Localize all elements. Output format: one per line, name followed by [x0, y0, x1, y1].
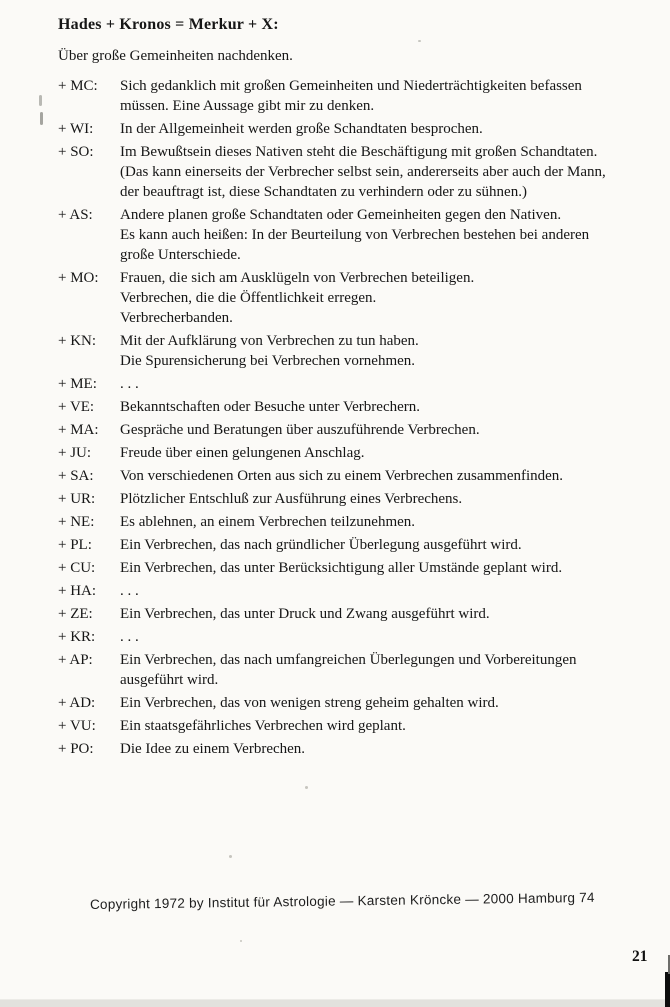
scan-speckle — [229, 855, 232, 858]
entry-label: + AD: — [58, 695, 96, 711]
entry-line: Verbrecherbanden. — [120, 310, 233, 326]
entry-line: Von verschiedenen Orten aus sich zu einem Verbrechen zusammenfinden. — [120, 468, 564, 484]
entry-line: Mit der Aufklärung von Verbrechen zu tun haben. — [120, 333, 419, 349]
entry-row — [58, 489, 660, 509]
scan-speckle — [240, 940, 242, 942]
entry-line: Ein Verbrechen, das von wenigen streng geheim gehalten wird. — [120, 695, 499, 711]
entry-label: + NE: — [58, 514, 95, 530]
entry-label: + SO: — [58, 144, 94, 160]
entry-row — [58, 205, 660, 265]
entry-row — [58, 268, 660, 328]
entry-line: Ein staatsgefährliches Verbrechen wird geplant. — [120, 718, 406, 734]
entry-line: große Unterschiede. — [120, 247, 241, 263]
entry-line: Plötzlicher Entschluß zur Ausführung eines Verbrechens. — [120, 491, 463, 507]
entry-line: Im Bewußtsein dieses Nativen steht die Beschäftigung mit großen Schandtaten. — [120, 144, 598, 160]
entry-row — [58, 331, 660, 371]
entry-text — [120, 489, 462, 509]
entry-line: Verbrechen, die die Öffentlichkeit erregen. — [120, 290, 377, 306]
entry-line: Ein Verbrechen, das unter Berücksichtigung aller Umstände geplant wird. — [120, 560, 563, 576]
entry-label: + KN: — [58, 333, 97, 349]
entry-text — [120, 693, 499, 713]
entry-text — [120, 331, 419, 371]
entry-text — [120, 420, 480, 440]
entry-row — [58, 443, 660, 463]
entry-text — [120, 716, 406, 736]
entry-line: Frauen, die sich am Ausklügeln von Verbrechen beteiligen. — [120, 270, 475, 286]
page-content — [58, 14, 660, 762]
entry-text — [120, 142, 606, 202]
copyright-footer: Copyright 1972 by Institut für Astrologie — Karsten Kröncke — 2000 Hamburg 74 — [89, 889, 595, 912]
scan-edge-strip — [0, 999, 670, 1007]
entry-label: + ZE: — [58, 606, 93, 622]
entry-label: + VE: — [58, 399, 95, 415]
entry-row — [58, 716, 660, 736]
entry-line: In der Allgemeinheit werden große Schandtaten besprochen. — [120, 121, 483, 137]
entry-row — [58, 604, 660, 624]
entry-row — [58, 420, 660, 440]
scan-artifact-left-mark — [40, 112, 43, 125]
entry-text — [120, 466, 563, 486]
entry-label: + MO: — [58, 270, 99, 286]
entry-row — [58, 627, 660, 647]
scan-artifact-corner-bar — [665, 972, 670, 1007]
entry-line: Bekanntschaften oder Besuche unter Verbrechern. — [120, 399, 421, 415]
entry-row — [58, 76, 660, 116]
entry-text — [120, 374, 139, 394]
entry-text — [120, 512, 415, 532]
entry-line: Ein Verbrechen, das nach umfangreichen Überlegungen und Vorbereitungen — [120, 652, 577, 668]
entry-line: Ein Verbrechen, das unter Druck und Zwang ausgeführt wird. — [120, 606, 490, 622]
entry-line: müssen. Eine Aussage gibt mir zu denken. — [120, 98, 375, 114]
entry-line: ausgeführt wird. — [120, 672, 219, 688]
entry-line: Sich gedanklich mit großen Gemeinheiten und Niederträchtigkeiten befassen — [120, 78, 582, 94]
entry-line: Die Spurensicherung bei Verbrechen vornehmen. — [120, 353, 416, 369]
entry-label: + HA: — [58, 583, 97, 599]
entry-row — [58, 142, 660, 202]
entry-row — [58, 535, 660, 555]
scan-artifact-left-mark — [39, 95, 42, 106]
entry-text — [120, 535, 522, 555]
intro-line: Über große Gemeinheiten nachdenken. — [58, 48, 293, 64]
entry-label: + AP: — [58, 652, 93, 668]
entry-row — [58, 119, 660, 139]
entry-line: Es kann auch heißen: In der Beurteilung von Verbrechen bestehen bei anderen — [120, 227, 590, 243]
entry-label: + JU: — [58, 445, 92, 461]
entry-text — [120, 604, 490, 624]
scan-speckle — [418, 40, 421, 42]
entry-row — [58, 739, 660, 759]
entry-label: + KR: — [58, 629, 96, 645]
entry-label: + CU: — [58, 560, 96, 576]
entry-line: (Das kann einerseits der Verbrecher selbst sein, andererseits aber auch der Mann, — [120, 164, 606, 180]
entry-label: + UR: — [58, 491, 96, 507]
entry-text — [120, 205, 589, 265]
entry-text — [120, 397, 420, 417]
entry-label: + VU: — [58, 718, 96, 734]
entry-label: + PL: — [58, 537, 92, 553]
entry-line: . . . — [120, 583, 139, 599]
entry-text — [120, 268, 474, 328]
entry-text — [120, 581, 139, 601]
entry-text — [120, 558, 562, 578]
entry-text — [120, 650, 577, 690]
entry-line: Andere planen große Schandtaten oder Gemeinheiten gegen den Nativen. — [120, 207, 562, 223]
scan-speckle — [305, 786, 308, 789]
page-title: Hades + Kronos = Merkur + X: — [58, 16, 279, 33]
entry-line: Gespräche und Beratungen über auszuführende Verbrechen. — [120, 422, 480, 438]
entry-text — [120, 739, 305, 759]
entry-row — [58, 466, 660, 486]
entry-label: + AS: — [58, 207, 93, 223]
entry-label: + WI: — [58, 121, 94, 137]
entry-label: + PO: — [58, 741, 94, 757]
entry-line: Freude über einen gelungenen Anschlag. — [120, 445, 365, 461]
entry-line: Es ablehnen, an einem Verbrechen teilzunehmen. — [120, 514, 416, 530]
entry-line: Die Idee zu einem Verbrechen. — [120, 741, 306, 757]
entry-text — [120, 443, 365, 463]
entry-row — [58, 650, 660, 690]
entry-text — [120, 627, 139, 647]
entry-label: + SA: — [58, 468, 94, 484]
entry-row — [58, 374, 660, 394]
entry-label: + ME: — [58, 376, 97, 392]
entry-row — [58, 512, 660, 532]
entry-line: . . . — [120, 629, 139, 645]
entry-text — [120, 119, 483, 139]
entry-row — [58, 397, 660, 417]
entry-line: Ein Verbrechen, das nach gründlicher Überlegung ausgeführt wird. — [120, 537, 522, 553]
entry-label: + MC: — [58, 78, 98, 94]
entry-label: + MA: — [58, 422, 99, 438]
entry-list — [58, 76, 660, 759]
entry-row — [58, 581, 660, 601]
entry-row — [58, 693, 660, 713]
page-number: 21 — [632, 948, 648, 965]
entry-line: . . . — [120, 376, 139, 392]
entry-line: der beauftragt ist, diese Schandtaten zu verhindern oder zu sühnen.) — [120, 184, 527, 200]
entry-row — [58, 558, 660, 578]
entry-text — [120, 76, 582, 116]
